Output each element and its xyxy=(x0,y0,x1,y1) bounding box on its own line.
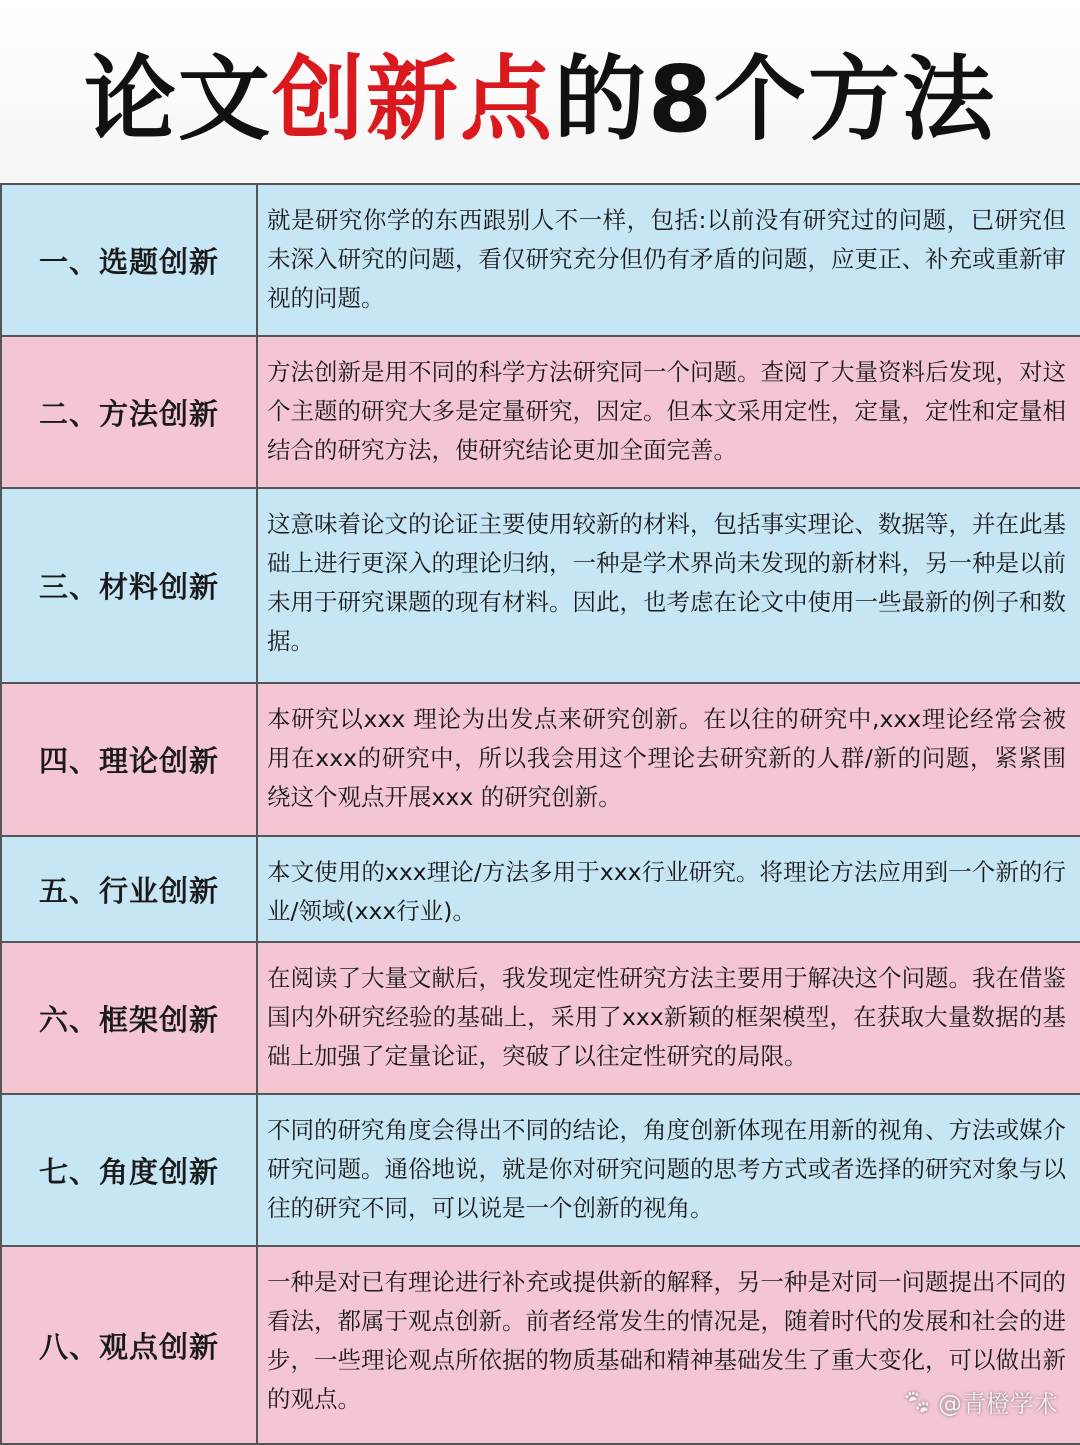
row-text: 一种是对已有理论进行补充或提供新的解释，另一种是对同一问题提出不同的看法，都属于观点创新。前者经常发生的情况是，随着时代的发展和社会的进步，一些理论观点所依据的物质基础和精神基础发生了重大变化，可以做出新的观点。 xyxy=(258,1247,1080,1443)
row-label: 六、框架创新 xyxy=(2,943,258,1093)
table-row xyxy=(2,837,1080,943)
title-accent: 创新点 xyxy=(272,46,554,153)
row-label: 八、观点创新 xyxy=(2,1247,258,1443)
row-label: 三、材料创新 xyxy=(2,489,258,682)
methods-table xyxy=(0,183,1080,1445)
watermark xyxy=(902,1384,1058,1419)
row-text: 方法创新是用不同的科学方法研究同一个问题。查阅了大量资料后发现，对这个主题的研究大多是定量研究，因定。但本文采用定性，定量，定性和定量相结合的研究方法，使研究结论更加全面完善。 xyxy=(258,337,1080,487)
title-part2: 的8个方法 xyxy=(554,46,996,153)
row-label: 七、角度创新 xyxy=(2,1095,258,1245)
page-title xyxy=(84,26,996,158)
row-text: 这意味着论文的论证主要使用较新的材料，包括事实理论、数据等，并在此基础上进行更深入的理论归纳，一种是学术界尚未发现的新材料，另一种是以前未用于研究课题的现有材料。因此，也考虑在论文中使用一些最新的例子和数据。 xyxy=(258,489,1080,682)
table-row xyxy=(2,943,1080,1095)
row-text: 本研究以xxx 理论为出发点来研究创新。在以往的研究中,xxx理论经常会被用在xxx的研究中，所以我会用这个理论去研究新的人群/新的问题，紧紧围绕这个观点开展xxx 的研究创新。 xyxy=(258,684,1080,835)
paw-logo-icon: 🐾︎ xyxy=(902,1388,932,1416)
row-text: 不同的研究角度会得出不同的结论，角度创新体现在用新的视角、方法或媒介研究问题。通俗地说，就是你对研究问题的思考方式或者选择的研究对象与以往的研究不同，可以说是一个创新的视角。 xyxy=(258,1095,1080,1245)
table-row xyxy=(2,185,1080,337)
row-label: 四、理论创新 xyxy=(2,684,258,835)
table-row xyxy=(2,337,1080,489)
row-label: 二、方法创新 xyxy=(2,337,258,487)
row-text: 就是研究你学的东西跟别人不一样，包括:以前没有研究过的问题，已研究但未深入研究的问题，看仅研究充分但仍有矛盾的问题，应更正、补充或重新审视的问题。 xyxy=(258,185,1080,335)
watermark-text: @青橙学术 xyxy=(938,1384,1058,1419)
row-text: 在阅读了大量文献后，我发现定性研究方法主要用于解决这个问题。我在借鉴国内外研究经验的基础上，采用了xxx新颖的框架模型，在获取大量数据的基础上加强了定量论证，突破了以往定性研究的局限。 xyxy=(258,943,1080,1093)
row-label: 一、选题创新 xyxy=(2,185,258,335)
row-label: 五、行业创新 xyxy=(2,837,258,941)
page-header xyxy=(0,0,1080,183)
table-row xyxy=(2,489,1080,684)
title-part1: 论文 xyxy=(84,46,272,153)
table-row xyxy=(2,1095,1080,1247)
table-row xyxy=(2,684,1080,837)
row-text: 本文使用的xxx理论/方法多用于xxx行业研究。将理论方法应用到一个新的行业/领域(xxx行业)。 xyxy=(258,837,1080,941)
